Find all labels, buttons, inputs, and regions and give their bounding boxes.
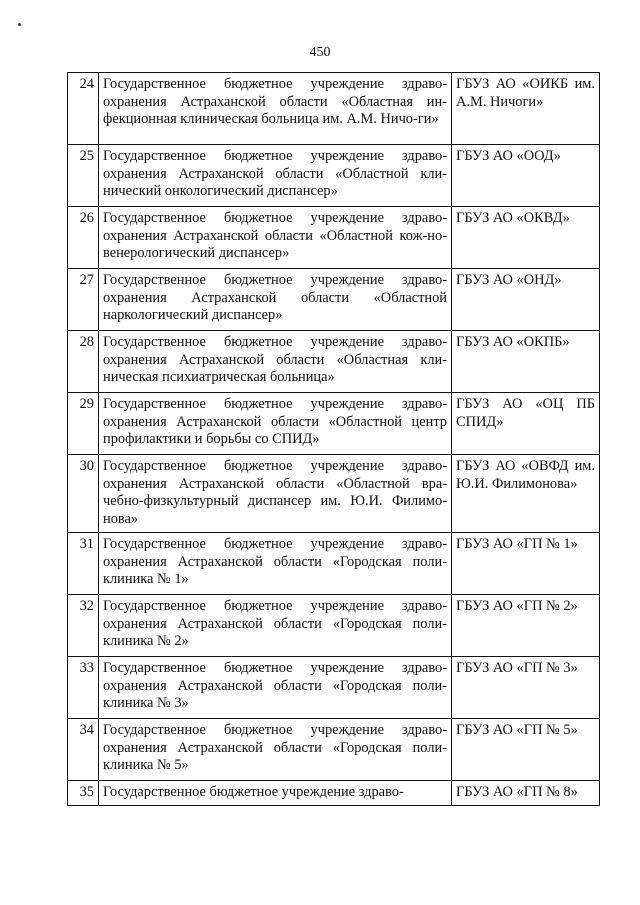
table-row [68,269,600,331]
institution-name: Государственное бюджетное учреждение здраво-охранения Астраханской области «Городская поли-клиника № 1» [99,533,452,595]
institution-abbreviation: ГБУЗ АО «ОИКБ им. А.М. Ничоги» [452,73,600,145]
row-number: 27 [68,269,99,331]
institution-name: Государственное бюджетное учреждение здраво-охранения Астраханской области «Городская поли-клиника № 5» [99,719,452,781]
row-number: 25 [68,145,99,207]
institution-abbreviation: ГБУЗ АО «ГП № 2» [452,595,600,657]
row-number: 24 [68,73,99,145]
row-number: 35 [68,781,99,806]
row-number: 28 [68,331,99,393]
institution-name: Государственное бюджетное учреждение здраво-охранения Астраханской области «Областная кли-ническая психиатрическая больница» [99,331,452,393]
institution-abbreviation: ГБУЗ АО «ОВФД им. Ю.И. Филимонова» [452,455,600,533]
row-number: 26 [68,207,99,269]
institution-abbreviation: ГБУЗ АО «ООД» [452,145,600,207]
institution-name: Государственное бюджетное учреждение здраво-охранения Астраханской области «Областной наркологический диспансер» [99,269,452,331]
institution-name: Государственное бюджетное учреждение здраво-охранения Астраханской области «Областной центр профилактики и борьбы со СПИД» [99,393,452,455]
institution-name: Государственное бюджетное учреждение здраво-охранения Астраханской области «Областной кли-нический онкологический диспансер» [99,145,452,207]
row-number: 33 [68,657,99,719]
institution-abbreviation: ГБУЗ АО «ОНД» [452,269,600,331]
institution-abbreviation: ГБУЗ АО «ОКПБ» [452,331,600,393]
row-number: 34 [68,719,99,781]
scan-speck [18,23,21,26]
table-body [68,73,600,806]
institution-name: Государственное бюджетное учреждение здраво- [99,781,452,806]
table-row [68,719,600,781]
table-row [68,533,600,595]
institution-name: Государственное бюджетное учреждение здраво-охранения Астраханской области «Областная ин-фекционная клиническая больница им. А.М. Ничо-ги» [99,73,452,145]
row-number: 31 [68,533,99,595]
table-row [68,331,600,393]
table-row [68,73,600,145]
institution-abbreviation: ГБУЗ АО «ОКВД» [452,207,600,269]
institution-name: Государственное бюджетное учреждение здраво-охранения Астраханской области «Городская поли-клиника № 2» [99,595,452,657]
institution-name: Государственное бюджетное учреждение здраво-охранения Астраханской области «Областной вра-чебно-физкультурный диспансер им. Ю.И. Филимо-нова» [99,455,452,533]
institution-abbreviation: ГБУЗ АО «ГП № 3» [452,657,600,719]
institution-abbreviation: ГБУЗ АО «ГП № 1» [452,533,600,595]
institution-abbreviation: ГБУЗ АО «ГП № 5» [452,719,600,781]
row-number: 30 [68,455,99,533]
institution-abbreviation: ГБУЗ АО «ОЦ ПБ СПИД» [452,393,600,455]
table-row [68,595,600,657]
table-row [68,393,600,455]
row-number: 29 [68,393,99,455]
institution-name: Государственное бюджетное учреждение здраво-охранения Астраханской области «Областной кож-но-венерологический диспансер» [99,207,452,269]
table-row [68,657,600,719]
table-row [68,455,600,533]
table-row [68,781,600,806]
table-row [68,145,600,207]
institutions-table [67,72,600,806]
row-number: 32 [68,595,99,657]
institution-name: Государственное бюджетное учреждение здраво-охранения Астраханской области «Городская поли-клиника № 3» [99,657,452,719]
institution-abbreviation: ГБУЗ АО «ГП № 8» [452,781,600,806]
table-row [68,207,600,269]
page-number: 450 [309,45,331,60]
